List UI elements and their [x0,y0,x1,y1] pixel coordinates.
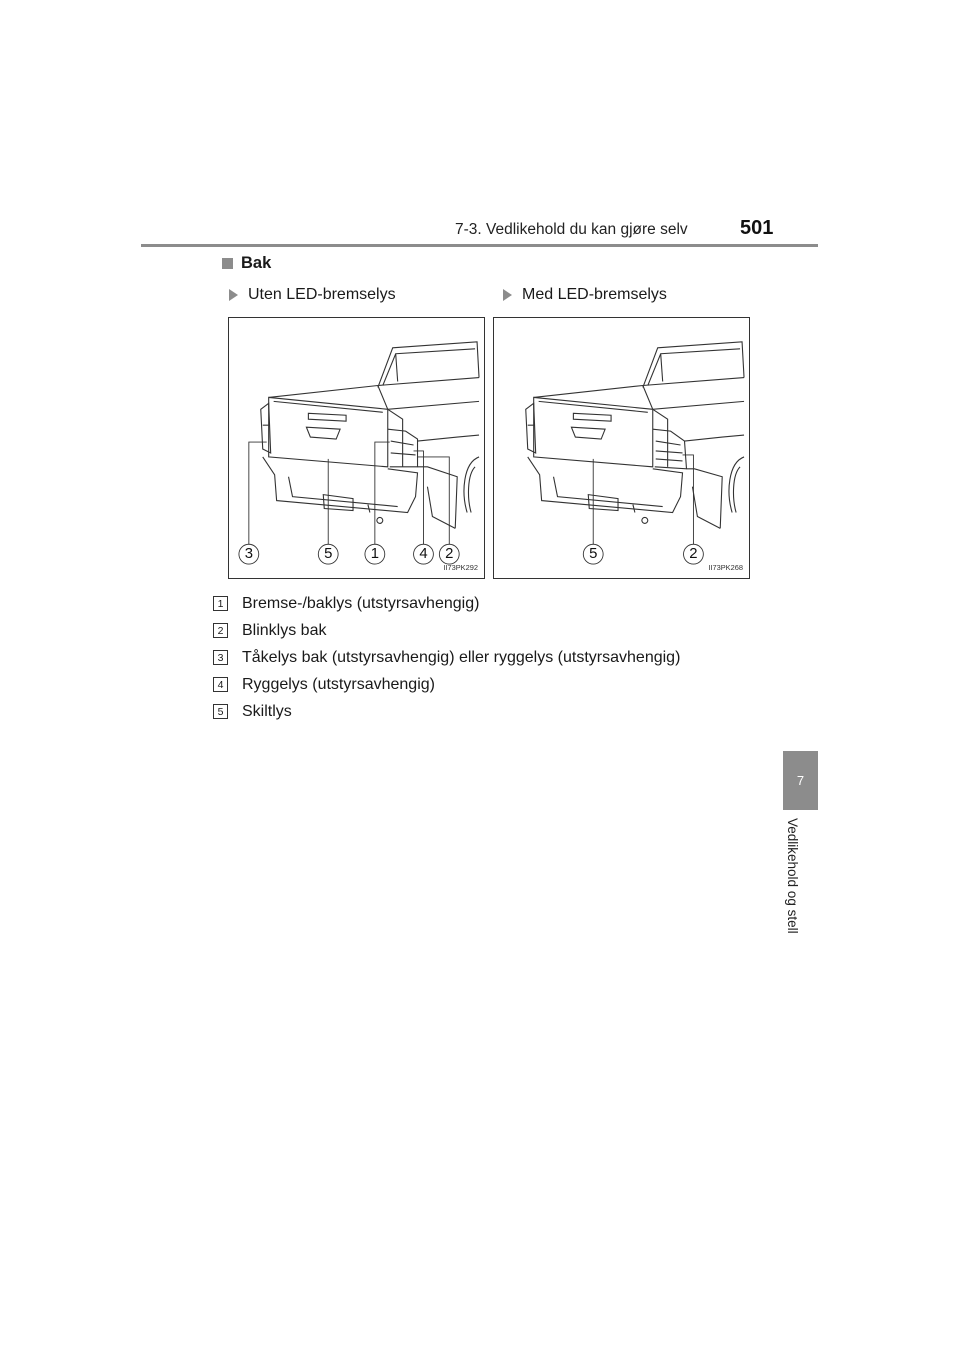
triangle-bullet-icon [503,289,512,301]
legend-number-badge: 3 [213,650,228,665]
legend-number-badge: 2 [213,623,228,638]
variant-label-without-led [229,286,396,304]
legend-item [213,671,680,698]
legend-number-badge: 5 [213,704,228,719]
legend-text: Ryggelys (utstyrsavhengig) [242,675,435,693]
figure-code: II73PK292 [443,563,479,573]
figure-code: II73PK268 [708,563,744,573]
legend-item [213,590,680,617]
figure-rear-with-led [493,317,750,579]
callout-number: 2 [445,546,454,563]
legend-list [213,590,680,725]
chapter-number: 7 [796,773,805,788]
legend-text: Skiltlys [242,702,292,720]
section-heading-text: Bak [241,254,272,272]
legend-item [213,617,680,644]
callout-number: 4 [419,546,428,563]
page-number: 501 [740,217,774,239]
legend-item [213,644,680,671]
chapter-tab [783,751,818,810]
variant-label-text: Uten LED-bremselys [248,286,396,303]
callout-number: 5 [324,546,333,563]
section-heading [222,254,271,273]
legend-number-badge: 1 [213,596,228,611]
variant-label-text: Med LED-bremselys [522,286,667,303]
header-section-title: 7-3. Vedlikehold du kan gjøre selv [455,221,688,238]
legend-text: Tåkelys bak (utstyrsavhengig) eller ryggelys (utstyrsavhengig) [242,648,681,666]
variant-label-with-led [503,286,667,304]
square-bullet-icon [222,258,233,269]
chapter-label: Vedlikehold og stell [785,818,800,934]
figure-rear-without-led [228,317,485,579]
legend-text: Bremse-/baklys (utstyrsavhengig) [242,594,480,612]
truck-rear-illustration [229,318,484,578]
callout-number: 5 [589,546,598,563]
legend-item [213,698,680,725]
triangle-bullet-icon [229,289,238,301]
callout-number: 1 [370,546,379,563]
callout-number: 2 [689,546,698,563]
legend-number-badge: 4 [213,677,228,692]
legend-text: Blinklys bak [242,621,327,639]
header-divider [141,244,818,247]
callout-number: 3 [244,546,253,563]
truck-rear-illustration [494,318,749,578]
